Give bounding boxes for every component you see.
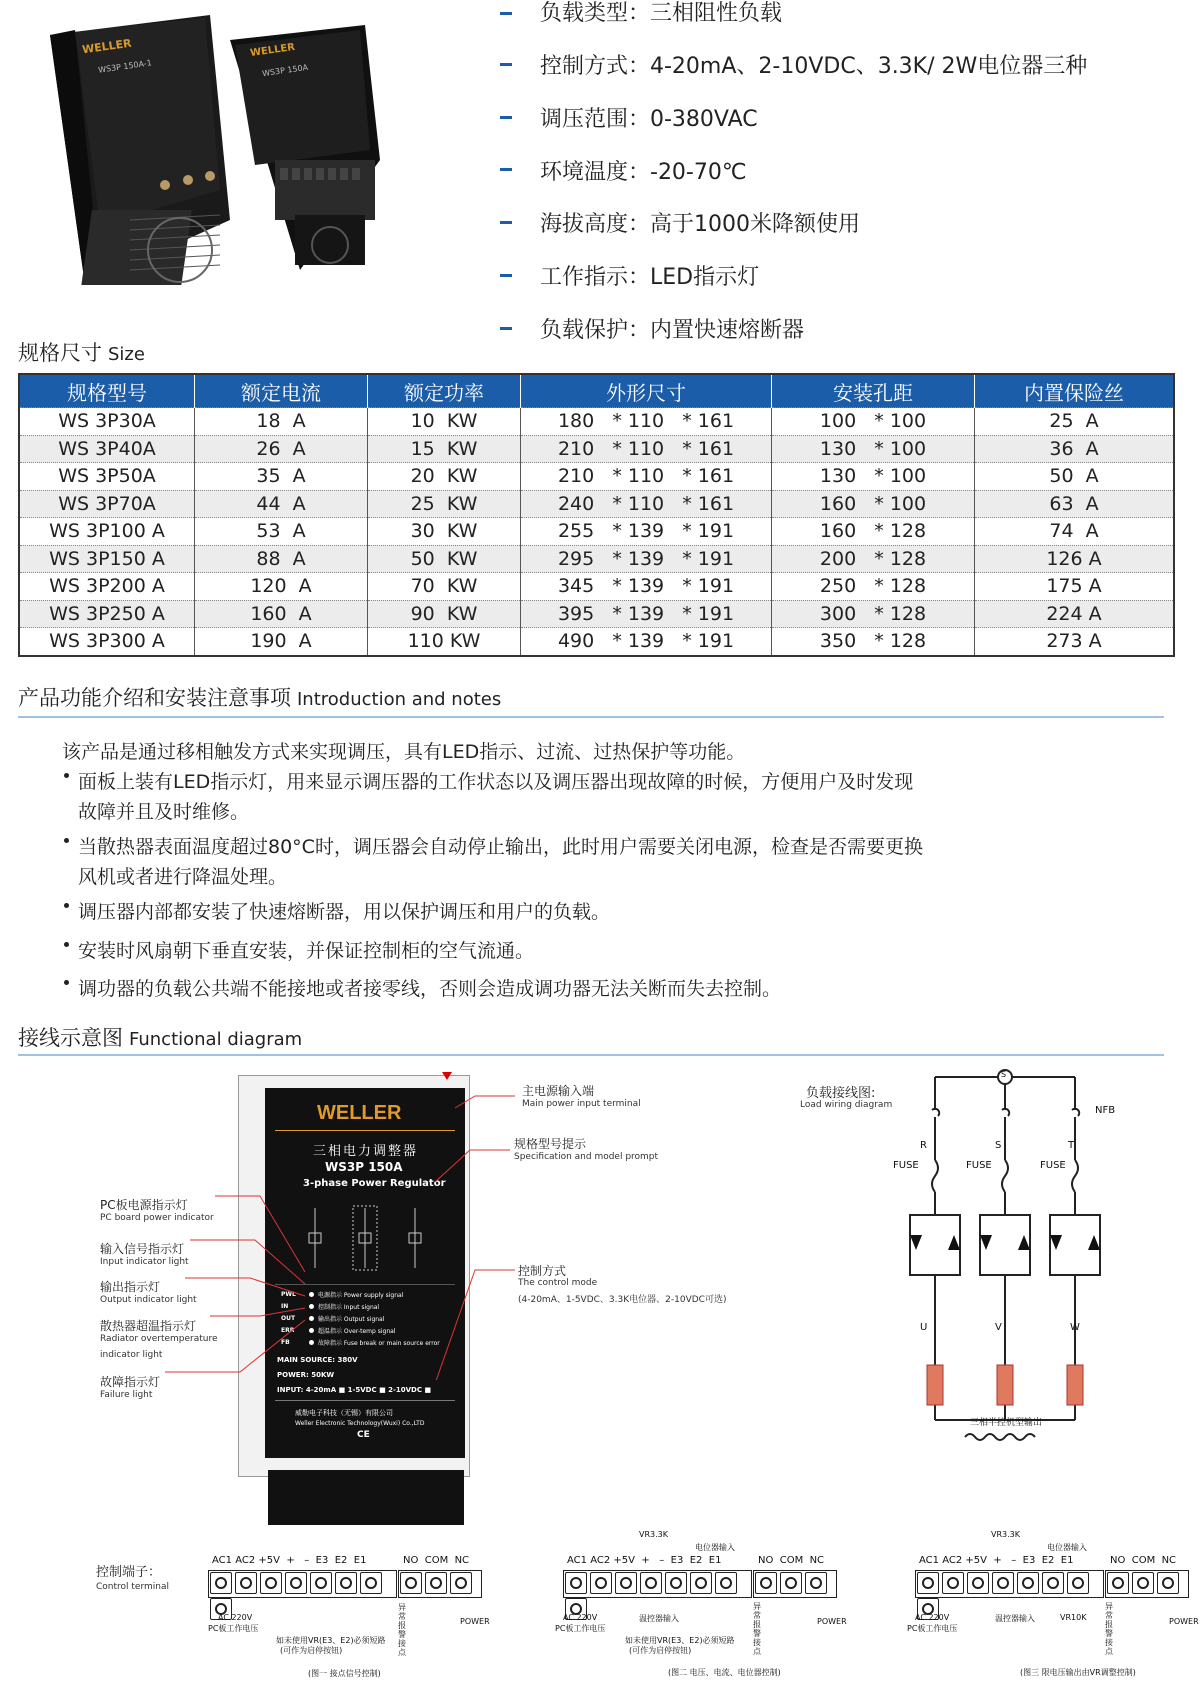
table-cell: WS 3P250 A	[19, 600, 195, 628]
spec-table	[18, 373, 1175, 657]
relay-strip	[1105, 1570, 1189, 1598]
table-header-row	[19, 374, 1174, 408]
callout-en: Output indicator light	[100, 1295, 197, 1305]
terminal-label: +	[641, 1555, 650, 1566]
table-cell: 250 * 128	[772, 573, 975, 601]
table-header-cell: 额定电流	[195, 374, 368, 408]
table-cell: 26 A	[195, 435, 368, 463]
terminal-label: AC1	[567, 1555, 588, 1566]
terminal-screw-icon	[1042, 1572, 1064, 1594]
terminal-screw-icon	[1107, 1572, 1129, 1594]
table-cell: 255 * 139 * 191	[521, 518, 772, 546]
table-cell: 160 * 100	[772, 490, 975, 518]
section-divider	[18, 716, 1164, 718]
callout-en: Main power input terminal	[522, 1099, 641, 1109]
led-code: OUT	[281, 1314, 296, 1322]
pc-power-label: PC板工作电压	[208, 1624, 259, 1633]
relay-label: COM	[779, 1555, 804, 1566]
bullet-dash	[500, 221, 512, 224]
table-cell: WS 3P30A	[19, 408, 195, 436]
table-cell: WS 3P100 A	[19, 518, 195, 546]
alarm-label: 异常报警接点	[1105, 1602, 1113, 1656]
terminal-screw-icon	[1132, 1572, 1154, 1594]
table-row	[19, 545, 1174, 573]
power-label: POWER	[1169, 1617, 1199, 1626]
intro-point: 调压器内部都安装了快速熔断器，用以保护调压和用户的负载。	[78, 901, 611, 923]
callout-cn: PC板电源指示灯	[100, 1198, 188, 1212]
intro-point-cont: 故障并且及时维修。	[78, 801, 250, 823]
terminal-screw-icon	[565, 1572, 587, 1594]
terminal-screw-icon	[1017, 1572, 1039, 1594]
table-cell: WS 3P300 A	[19, 628, 195, 656]
table-row	[19, 408, 1174, 436]
terminal-label: E2	[689, 1555, 703, 1566]
spec-bullet: 控制方式：4-20mA、2-10VDC、3.3K/ 2W电位器三种	[540, 54, 1088, 79]
table-cell: 210 * 110 * 161	[521, 463, 772, 491]
terminal-label: AC1	[212, 1555, 233, 1566]
alarm-label: 异常报警接点	[398, 1603, 406, 1657]
ac-label: AC 220V	[915, 1613, 950, 1622]
table-cell: 110 KW	[368, 628, 521, 656]
terminal-label: +5V	[965, 1555, 987, 1566]
fuse-label: FUSE	[893, 1160, 919, 1171]
terminal-block-1	[208, 1555, 498, 1678]
spec-table-body	[19, 408, 1174, 656]
table-cell: 295 * 139 * 191	[521, 545, 772, 573]
ce-mark: CE	[357, 1430, 370, 1440]
spec-bullet: 负载保护：内置快速熔断器	[540, 318, 805, 343]
panel-name-en: 3-phase Power Regulator	[303, 1178, 446, 1189]
power-label: POWER	[460, 1617, 490, 1626]
table-cell: 240 * 110 * 161	[521, 490, 772, 518]
callout-cn: 规格型号提示	[514, 1137, 587, 1151]
power-label: POWER	[817, 1617, 847, 1626]
table-cell: 300 * 128	[772, 600, 975, 628]
terminal-screw-icon	[690, 1572, 712, 1594]
table-cell: 88 A	[195, 545, 368, 573]
phase-label: S	[995, 1140, 1002, 1151]
callout-en: Specification and model prompt	[514, 1152, 659, 1162]
terminal-screw-icon	[942, 1572, 964, 1594]
table-cell: 30 KW	[368, 518, 521, 546]
terminal-label: +5V	[258, 1555, 280, 1566]
load-wiring-diagram	[880, 1065, 1140, 1445]
terminal-screw-icon	[235, 1572, 257, 1594]
terminal-screw-icon	[1157, 1572, 1179, 1594]
terminal-screw-icon	[615, 1572, 637, 1594]
callout-en: Failure light	[100, 1390, 153, 1400]
bullet-dot	[64, 942, 69, 947]
size-section-title	[18, 337, 145, 367]
table-cell: 395 * 139 * 191	[521, 600, 772, 628]
temp-input-label: 温控器输入	[639, 1614, 679, 1623]
terminal-label: AC2	[235, 1555, 256, 1566]
relay-labels	[758, 1555, 824, 1566]
table-cell: 74 A	[975, 518, 1175, 546]
size-title-cn: 规格尺寸	[18, 341, 102, 365]
vr-note2: (可作为启停按钮)	[280, 1646, 343, 1655]
bullet-dash	[500, 274, 512, 277]
led-description: 电源指示 Power supply signal	[318, 1291, 404, 1299]
terminal-strip	[563, 1570, 752, 1598]
terminal-screw-icon	[780, 1572, 802, 1594]
panel-divider	[275, 1400, 455, 1401]
callout-en: (4-20mA、1-5VDC、3.3K电位器、2-10VDC可选)	[518, 1295, 727, 1305]
callout-en: PC board power indicator	[100, 1213, 214, 1223]
figure-caption: (图一 接点信号控制)	[308, 1669, 381, 1678]
led-description: 超温指示 Over-temp signal	[318, 1327, 396, 1335]
intro-point-cont: 风机或者进行降温处理。	[78, 866, 288, 888]
table-header-cell: 外形尺寸	[521, 374, 772, 408]
terminal-strip	[915, 1570, 1104, 1598]
table-header-cell: 规格型号	[19, 374, 195, 408]
relay-label: NO	[1110, 1555, 1126, 1566]
output-label: U	[920, 1322, 928, 1333]
table-cell: 20 KW	[368, 463, 521, 491]
vr33-label: VR3.3K	[991, 1530, 1020, 1539]
intro-point: 调功器的负载公共端不能接地或者接零线，否则会造成调功器无法关断而失去控制。	[78, 978, 782, 1000]
brand-logo-right: WELLER	[249, 41, 296, 60]
terminal-label: E3	[670, 1555, 684, 1566]
relay-strip	[753, 1570, 837, 1598]
spec-bullet: 调压范围：0-380VAC	[540, 107, 758, 132]
output-label: W	[1070, 1322, 1080, 1333]
terminal-label: E2	[1041, 1555, 1055, 1566]
relay-label: NO	[758, 1555, 774, 1566]
pot-input-label: 电位器输入	[695, 1543, 735, 1552]
table-cell: 126 A	[975, 545, 1175, 573]
ac-label: AC 220V	[563, 1613, 598, 1622]
terminal-label: +5V	[613, 1555, 635, 1566]
load-diagram-title-en: Load wiring diagram	[800, 1100, 893, 1110]
terminal-label: E1	[1060, 1555, 1074, 1566]
table-cell: 44 A	[195, 490, 368, 518]
table-cell: 180 * 110 * 161	[521, 408, 772, 436]
terminal-label: E1	[708, 1555, 722, 1566]
callout-cn: 输入信号指示灯	[100, 1242, 185, 1256]
terminal-label: AC2	[590, 1555, 611, 1566]
vr-note2: (可作为启停按钮)	[629, 1646, 692, 1655]
terminal-screw-icon	[285, 1572, 307, 1594]
table-cell: 120 A	[195, 573, 368, 601]
vr33-label: VR3.3K	[639, 1530, 668, 1539]
terminal-label: AC2	[942, 1555, 963, 1566]
table-cell: 130 * 100	[772, 435, 975, 463]
terminal-screw-icon	[1067, 1572, 1089, 1594]
bullet-dash	[500, 116, 512, 119]
relay-label: NC	[809, 1555, 825, 1566]
terminal-label: –	[659, 1555, 665, 1566]
terminal-label: +	[993, 1555, 1002, 1566]
intro-title-cn: 产品功能介绍和安装注意事项	[18, 686, 291, 710]
table-cell: WS 3P40A	[19, 435, 195, 463]
table-cell: 224 A	[975, 600, 1175, 628]
callout-cn: 主电源输入端	[522, 1084, 595, 1098]
s-node-label: S	[1001, 1070, 1007, 1079]
callout-en: Radiator overtemperature	[100, 1334, 218, 1344]
bullet-dot	[64, 838, 69, 843]
terminal-screw-icon	[260, 1572, 282, 1594]
table-cell: 10 KW	[368, 408, 521, 436]
table-cell: 50 A	[975, 463, 1175, 491]
led-code: PWL	[281, 1290, 296, 1298]
terminal-screw-icon	[665, 1572, 687, 1594]
terminal-screw-icon	[967, 1572, 989, 1594]
callout-en: indicator light	[100, 1350, 163, 1360]
relay-label: COM	[424, 1555, 449, 1566]
spec-bullet: 负载类型：三相阻性负载	[540, 1, 783, 26]
product-photo	[30, 10, 410, 300]
vr10k-label: VR10K	[1060, 1613, 1087, 1622]
terminal-label: E2	[334, 1555, 348, 1566]
terminal-screw-icon	[400, 1572, 422, 1594]
table-row	[19, 600, 1174, 628]
diagram-title-cn: 接线示意图	[18, 1026, 123, 1050]
relay-label: NO	[403, 1555, 419, 1566]
table-cell: 175 A	[975, 573, 1175, 601]
section-divider	[18, 1054, 1164, 1056]
model-label-right: WS3P 150A	[261, 62, 309, 79]
brand-logo-left: WELLER	[81, 36, 133, 57]
callout-cn: 输出指示灯	[100, 1280, 161, 1294]
terminal-label: –	[304, 1555, 310, 1566]
relay-strip	[398, 1570, 482, 1598]
table-cell: 35 A	[195, 463, 368, 491]
diagram-title-en: Functional diagram	[129, 1029, 303, 1050]
pot-input-label: 电位器输入	[1047, 1543, 1087, 1552]
callout-cn: 控制方式	[518, 1264, 567, 1278]
terminal-screw-icon	[917, 1572, 939, 1594]
bullet-dash	[500, 12, 512, 15]
nfb-label: NFB	[1095, 1105, 1116, 1116]
bullet-dash	[500, 63, 512, 66]
table-row	[19, 435, 1174, 463]
panel-brand-logo: WELLER	[317, 1102, 402, 1124]
intro-section-title	[18, 682, 501, 712]
callout-en: The control mode	[518, 1278, 598, 1288]
callout-cn: 散热器超温指示灯	[100, 1319, 197, 1333]
control-terminal-title-en: Control terminal	[96, 1582, 169, 1592]
terminal-labels	[212, 1555, 366, 1566]
table-header-cell: 安装孔距	[772, 374, 975, 408]
terminal-label: –	[1011, 1555, 1017, 1566]
intro-point: 安装时风扇朝下垂直安装，并保证控制柜的空气流通。	[78, 940, 535, 962]
phase-label: R	[920, 1140, 927, 1151]
terminal-labels	[567, 1555, 721, 1566]
phase-label: T	[1068, 1140, 1075, 1151]
callout-cn: 故障指示灯	[100, 1375, 161, 1389]
callout-en: Input indicator light	[100, 1257, 189, 1267]
table-cell: WS 3P50A	[19, 463, 195, 491]
table-cell: 490 * 139 * 191	[521, 628, 772, 656]
panel-company-en: Weller Electronic Technology(Wuxi) Co.,LTD	[295, 1420, 425, 1427]
table-cell: 200 * 128	[772, 545, 975, 573]
terminal-label: E1	[353, 1555, 367, 1566]
relay-label: NC	[1161, 1555, 1177, 1566]
bullet-dot	[64, 980, 69, 985]
panel-name-cn: 三相电力调整器	[313, 1144, 419, 1159]
terminal-screw-icon	[335, 1572, 357, 1594]
led-code: IN	[281, 1302, 289, 1310]
terminal-screw-icon	[360, 1572, 382, 1594]
table-cell: 350 * 128	[772, 628, 975, 656]
table-cell: 90 KW	[368, 600, 521, 628]
figure-caption: (图二 电压、电流、电位器控制)	[668, 1668, 781, 1677]
terminal-screw-icon	[590, 1572, 612, 1594]
bullet-dot	[64, 903, 69, 908]
table-cell: 70 KW	[368, 573, 521, 601]
led-description: 控制指示 Input signal	[318, 1303, 380, 1311]
spec-bullet: 工作指示：LED指示灯	[540, 265, 760, 290]
ac-label: AC 220V	[218, 1613, 253, 1622]
fuse-label: FUSE	[1040, 1160, 1066, 1171]
alarm-label: 异常报警接点	[753, 1602, 761, 1656]
table-row	[19, 628, 1174, 656]
terminal-screw-icon	[210, 1572, 232, 1594]
terminal-screw-icon	[425, 1572, 447, 1594]
fuse-label: FUSE	[966, 1160, 992, 1171]
table-cell: 210 * 110 * 161	[521, 435, 772, 463]
figure-caption: (图三 限电压输出由VR调整控制)	[1020, 1668, 1136, 1677]
table-header-cell: 额定功率	[368, 374, 521, 408]
table-cell: 345 * 139 * 191	[521, 573, 772, 601]
relay-labels	[1110, 1555, 1176, 1566]
panel-bottom-heatsink	[268, 1470, 464, 1525]
terminal-screw-icon	[450, 1572, 472, 1594]
panel-power: POWER: 50KW	[277, 1371, 335, 1379]
table-cell: WS 3P70A	[19, 490, 195, 518]
table-cell: 63 A	[975, 490, 1175, 518]
terminal-label: +	[286, 1555, 295, 1566]
callout-leader-lines	[0, 1060, 760, 1380]
model-label-left: WS3P 150A-1	[97, 58, 153, 75]
table-cell: 100 * 100	[772, 408, 975, 436]
load-diagram-title-cn: 负载接线图:	[806, 1086, 876, 1101]
spec-bullet: 海拔高度：高于1000米降额使用	[540, 212, 860, 237]
table-cell: 25 KW	[368, 490, 521, 518]
terminal-screw-icon	[805, 1572, 827, 1594]
terminal-label: E3	[1022, 1555, 1036, 1566]
terminal-screw-icon	[640, 1572, 662, 1594]
table-cell: 50 KW	[368, 545, 521, 573]
table-cell: 160 * 128	[772, 518, 975, 546]
relay-labels	[403, 1555, 469, 1566]
temp-input-label: 温控器输入	[995, 1614, 1035, 1623]
pc-power-label: PC板工作电压	[907, 1624, 958, 1633]
terminal-block-3	[907, 1530, 1199, 1677]
control-terminal-title-cn: 控制端子：	[96, 1565, 162, 1580]
intro-title-en: Introduction and notes	[297, 689, 502, 710]
table-cell: 130 * 100	[772, 463, 975, 491]
terminal-screw-icon	[992, 1572, 1014, 1594]
terminal-screw-icon	[715, 1572, 737, 1594]
vr-note: 如未使用VR(E3、E2)必须短路	[625, 1636, 735, 1645]
table-cell: 190 A	[195, 628, 368, 656]
relay-label: NC	[454, 1555, 470, 1566]
terminal-label: E3	[315, 1555, 329, 1566]
table-cell: WS 3P150 A	[19, 545, 195, 573]
vr-note: 如未使用VR(E3、E2)必须短路	[276, 1636, 386, 1645]
table-cell: 273 A	[975, 628, 1175, 656]
led-description: 输出指示 Output signal	[318, 1315, 385, 1323]
terminal-labels	[919, 1555, 1073, 1566]
table-cell: WS 3P200 A	[19, 573, 195, 601]
bullet-dash	[500, 327, 512, 330]
diagram-section-title	[18, 1022, 302, 1052]
panel-main-source: MAIN SOURCE: 380V	[277, 1356, 358, 1364]
load-diagram-caption: 三相半控机型输出	[970, 1418, 1043, 1428]
terminal-strip	[208, 1570, 397, 1598]
terminal-label: AC1	[919, 1555, 940, 1566]
table-cell: 36 A	[975, 435, 1175, 463]
spec-bullet: 环境温度：-20-70℃	[540, 160, 747, 185]
output-label: V	[995, 1322, 1002, 1333]
terminal-screw-icon	[755, 1572, 777, 1594]
pc-power-label: PC板工作电压	[555, 1624, 606, 1633]
panel-company-cn: 威勒电子科技（无锡）有限公司	[295, 1409, 393, 1417]
bullet-dot	[64, 773, 69, 778]
table-cell: 53 A	[195, 518, 368, 546]
led-code: ERR	[281, 1326, 295, 1334]
table-cell: 15 KW	[368, 435, 521, 463]
panel-input-modes: INPUT: 4-20mA ■ 1-5VDC ■ 2-10VDC ■	[277, 1386, 432, 1394]
terminal-block-2	[555, 1530, 863, 1677]
panel-model: WS3P 150A	[325, 1160, 403, 1174]
intro-point: 面板上装有LED指示灯，用来显示调压器的工作状态以及调压器出现故障的时候，方便用户及时发现	[78, 771, 914, 793]
bullet-dash	[500, 168, 512, 171]
intro-lead: 该产品是通过移相触发方式来实现调压，具有LED指示、过流、过热保护等功能。	[62, 741, 746, 763]
relay-label: COM	[1131, 1555, 1156, 1566]
intro-point: 当散热器表面温度超过80°C时，调压器会自动停止输出，此时用户需要关闭电源，检查是否需要更换	[78, 836, 923, 858]
table-cell: 25 A	[975, 408, 1175, 436]
led-description: 故障指示 Fuse break or main source error	[318, 1339, 440, 1347]
table-row	[19, 463, 1174, 491]
led-code: FB	[281, 1338, 290, 1346]
table-row	[19, 518, 1174, 546]
size-title-en: Size	[108, 344, 145, 365]
table-cell: 160 A	[195, 600, 368, 628]
table-row	[19, 573, 1174, 601]
table-row	[19, 490, 1174, 518]
table-header-cell: 内置保险丝	[975, 374, 1175, 408]
terminal-screw-icon	[310, 1572, 332, 1594]
table-cell: 18 A	[195, 408, 368, 436]
